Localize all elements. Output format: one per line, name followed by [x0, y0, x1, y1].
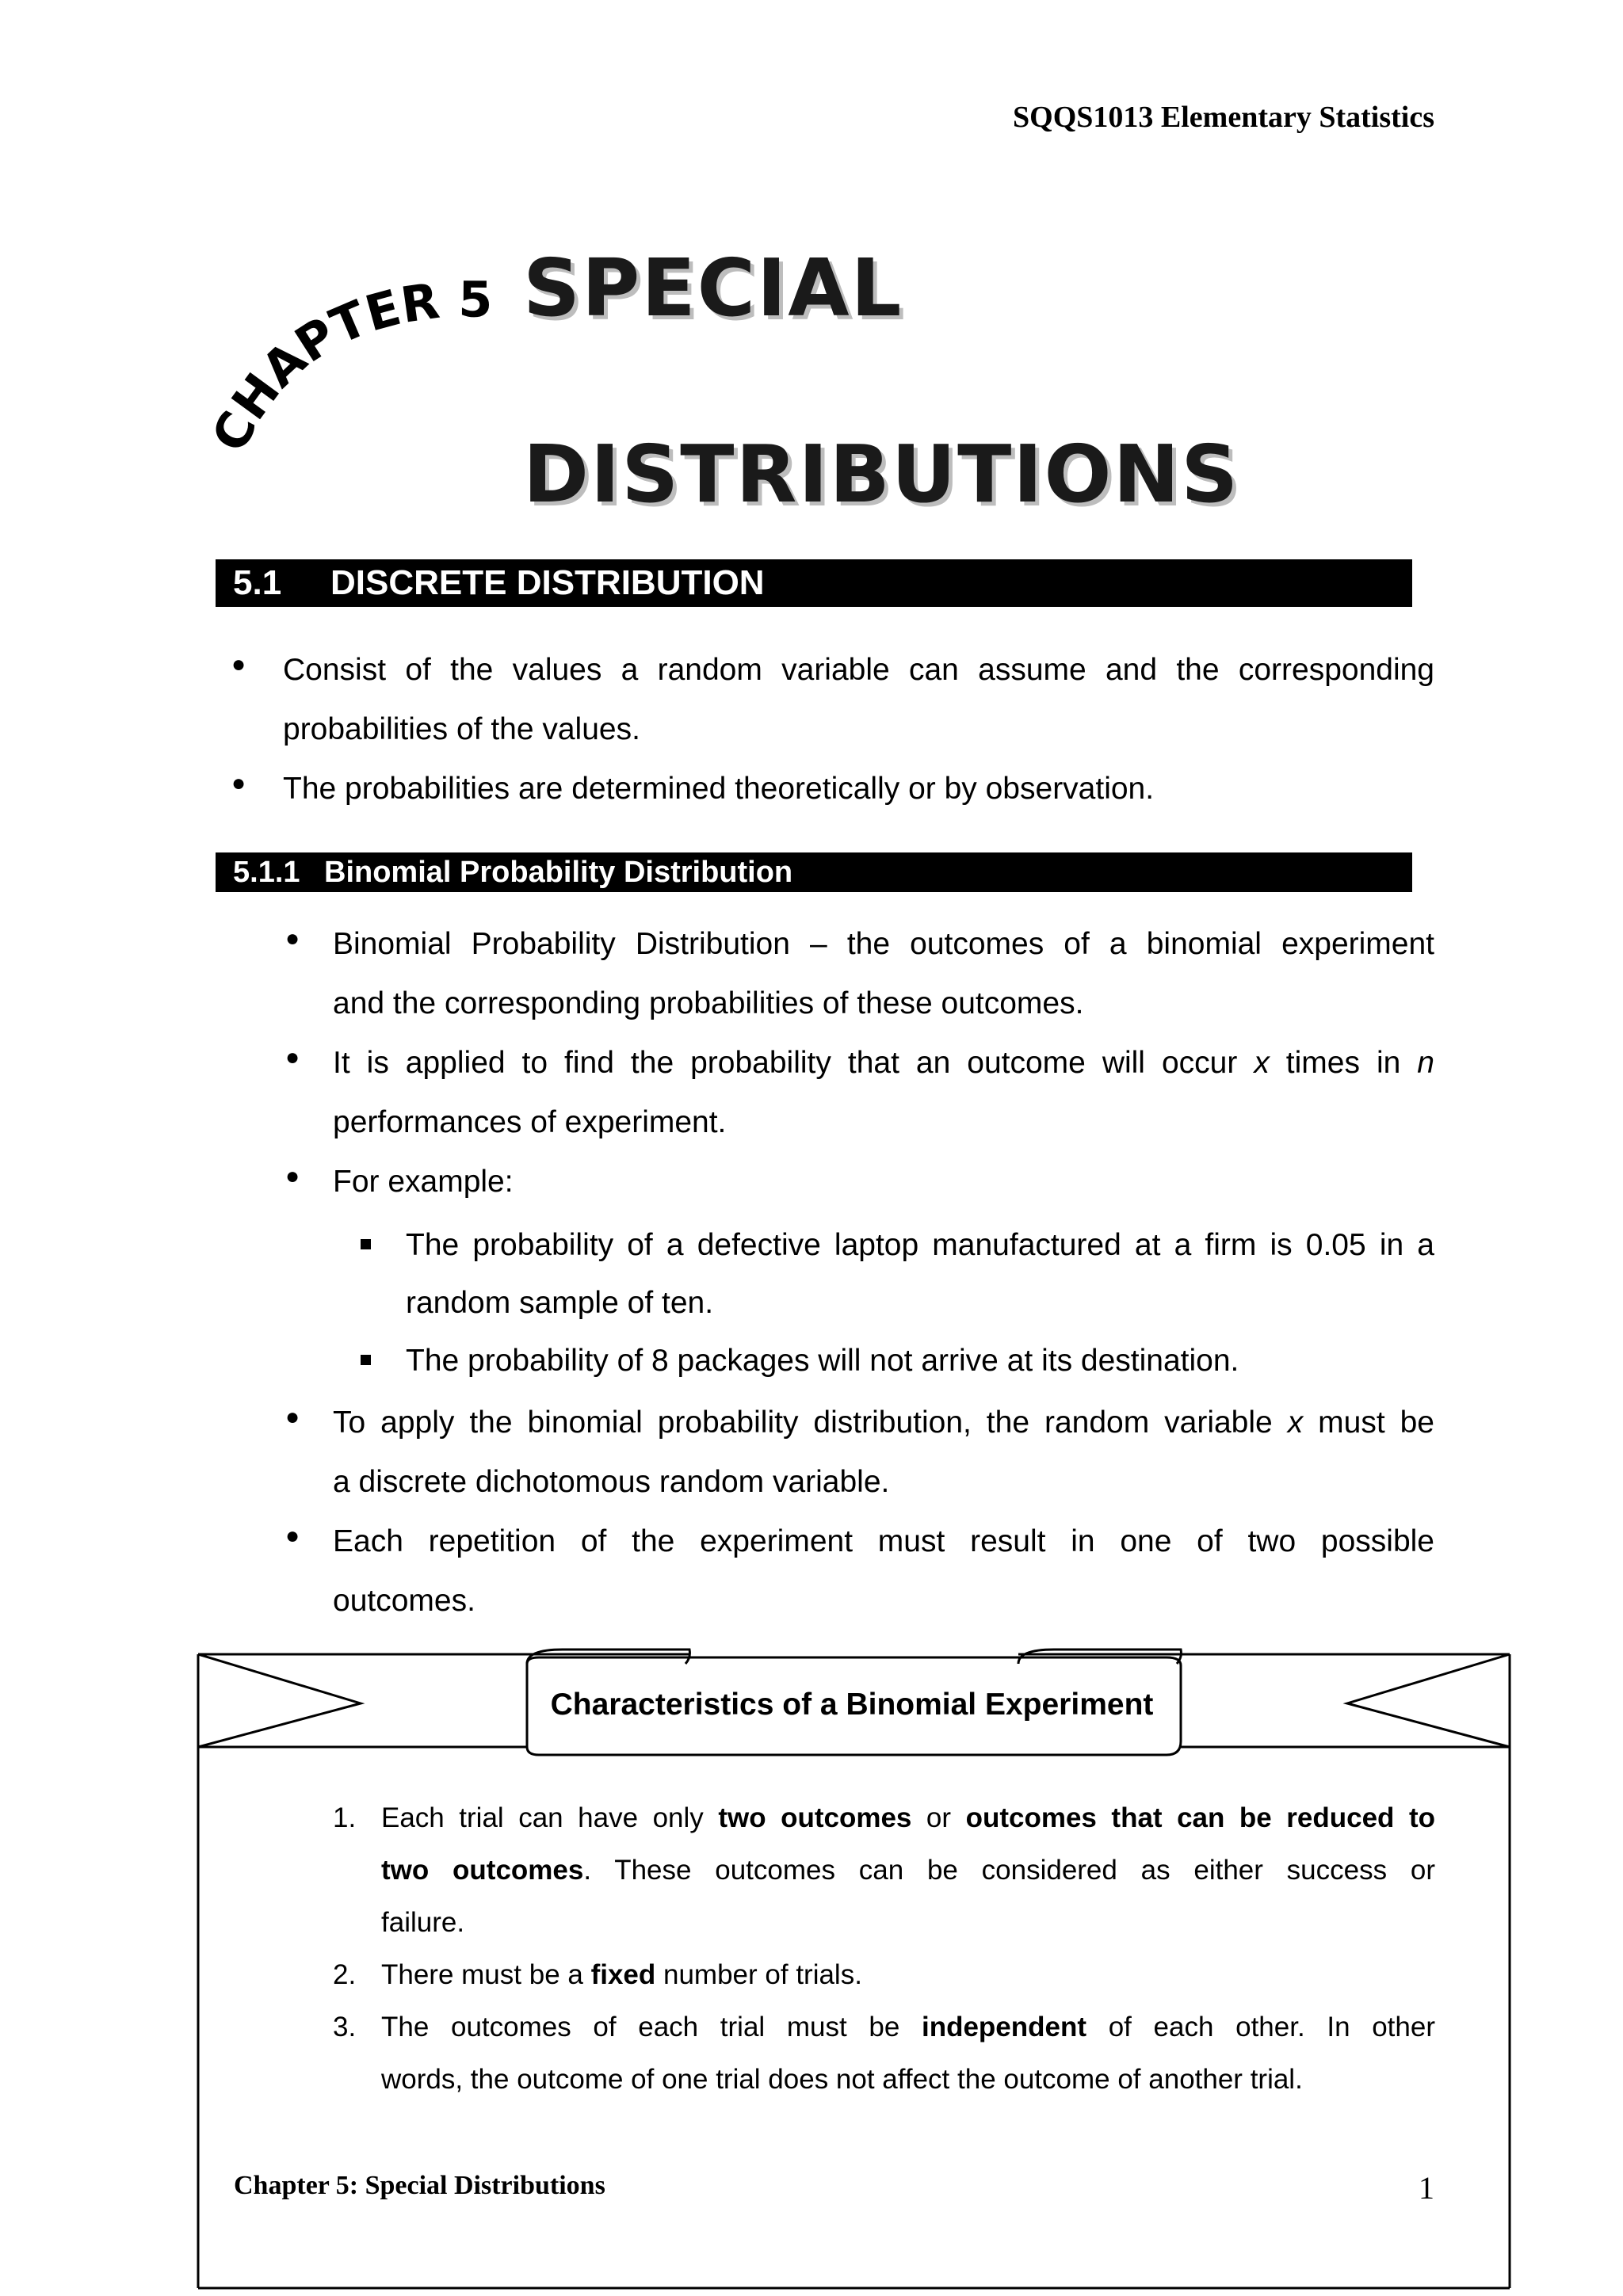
- bullet-icon: ●: [285, 1404, 300, 1430]
- list-item: There must be a fixed number of trials.: [381, 1959, 862, 1990]
- list-item-number: 2.: [333, 1959, 357, 1990]
- running-header: SQQS1013 Elementary Statistics: [1013, 101, 1434, 134]
- section-number: 5.1.1: [233, 856, 300, 889]
- page-number: 1: [1419, 2170, 1434, 2206]
- paragraph: The probability of a defective laptop manufactured at a firm is 0.05 in a: [406, 1228, 1434, 1262]
- bullet-icon: ●: [231, 770, 246, 796]
- chapter-title-line2: DISTRIBUTIONS: [523, 428, 1240, 521]
- paragraph: performances of experiment.: [333, 1105, 727, 1139]
- list-item: The outcomes of each trial must be independent of each other. In other: [381, 2012, 1435, 2042]
- square-bullet-icon: [361, 1239, 371, 1249]
- paragraph: It is applied to find the probability that an outcome will occur x times in n: [333, 1046, 1434, 1080]
- list-item: words, the outcome of one trial does not affect the outcome of another trial.: [381, 2064, 1303, 2095]
- section-heading-5-1: [216, 559, 1412, 607]
- list-item: Each trial can have only two outcomes or outcomes that can be reduced to: [381, 1802, 1435, 1833]
- paragraph: a discrete dichotomous random variable.: [333, 1465, 890, 1499]
- list-item: two outcomes. These outcomes can be considered as either success or: [381, 1855, 1436, 1886]
- section-heading-5-1-1: [216, 852, 1412, 892]
- bullet-icon: ●: [285, 1044, 300, 1070]
- paragraph: To apply the binomial probability distribution, the random variable x must be: [333, 1405, 1434, 1440]
- footer-chapter: Chapter 5: Special Distributions: [234, 2171, 605, 2200]
- chapter-label-arc: [200, 215, 511, 467]
- paragraph: outcomes.: [333, 1584, 475, 1618]
- bullet-icon: ●: [285, 1523, 300, 1549]
- bullet-icon: ●: [285, 925, 300, 952]
- chapter-label: CHAPTER 5:: [200, 215, 493, 461]
- square-bullet-icon: [361, 1355, 371, 1365]
- section-title: Binomial Probability Distribution: [324, 856, 793, 889]
- paragraph: Binomial Probability Distribution – the outcomes of a binomial experiment: [333, 927, 1434, 961]
- chapter-title-line1: SPECIAL: [523, 242, 903, 334]
- paragraph: The probabilities are determined theoretically or by observation.: [283, 772, 1155, 806]
- svg-text:CHAPTER 5:: [200, 215, 493, 460]
- section-number: 5.1: [233, 563, 282, 602]
- characteristics-title: Characteristics of a Binomial Experiment: [550, 1688, 1154, 1722]
- bullet-icon: ●: [285, 1163, 300, 1189]
- paragraph: Each repetition of the experiment must result in one of two possible: [333, 1524, 1434, 1558]
- paragraph: For example:: [333, 1165, 514, 1199]
- bullet-icon: ●: [231, 651, 246, 677]
- paragraph: random sample of ten.: [406, 1286, 714, 1320]
- section-title: DISCRETE DISTRIBUTION: [330, 563, 765, 602]
- paragraph: The probability of 8 packages will not arrive at its destination.: [406, 1344, 1239, 1378]
- paragraph: Consist of the values a random variable can assume and the corresponding: [283, 653, 1434, 687]
- list-item: failure.: [381, 1907, 465, 1938]
- paragraph: probabilities of the values.: [283, 712, 640, 746]
- paragraph: and the corresponding probabilities of these outcomes.: [333, 986, 1084, 1020]
- list-item-number: 3.: [333, 2012, 357, 2042]
- list-item-number: 1.: [333, 1802, 357, 1833]
